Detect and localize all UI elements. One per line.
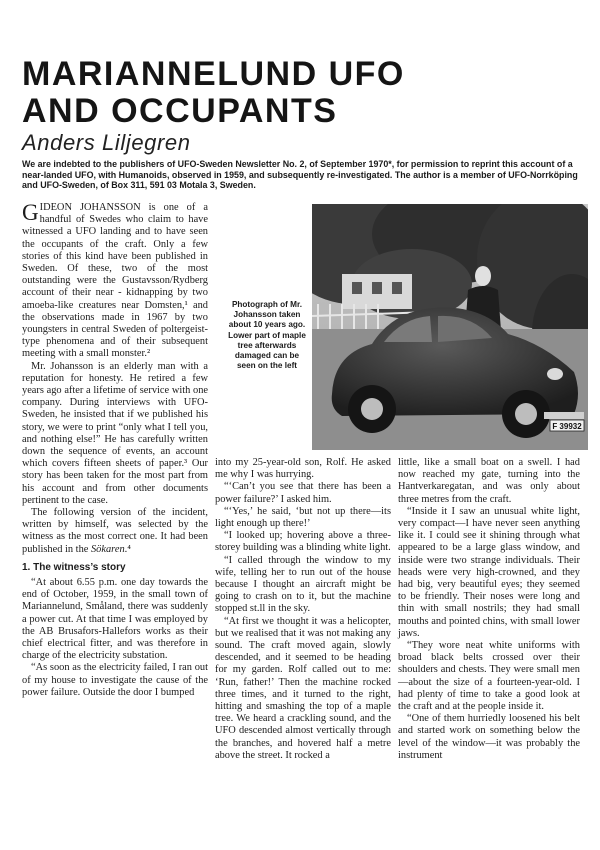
body-paragraph: little, like a small boat on a swell. I had now reached my gate, turning into the Hantverkaregatan, and was only about three metres from the craft. (398, 457, 580, 505)
body-paragraph: Mr. Johansson is an elderly man with a reputation for honesty. He retired a few years ago after a lifetime of service with one company. During interviews with UFO-Sweden, he insisted that if we published his story, we were to print “only what I tell you, and nothing else!” He has carefully written down the sequence of events, an account which covers fifteen sheets of paper.³ Our story has been taken for the most part from his account and from other documents pertinent to the case. (22, 360, 208, 506)
body-paragraph: “One of them hurriedly loosened his belt and started work on something below the level of the window—it was probably the instrument (398, 713, 580, 761)
license-plate-text: F 39932 (552, 422, 582, 431)
body-paragraph: “‘Yes,’ he said, ‘but not up there—its light enough up there!’ (215, 505, 391, 530)
paragraph-text: IDEON JOHANSSON is one of a handful of Swedes who claim to have witnessed a UFO landing and to have seen the occupants of the craft. Only a few stories of this kind have been published in Sweden. Of these, two of the most outstanding were the Gustavsson/Rydberg account of their near - kidnapping by two amoeba-like creatures near Domsten,¹ and the observations made in 1967 by two youngsters in central Sweden of poltergeist-type phenomena and of their subsequent meeting with a small monster.² (22, 202, 208, 360)
source-title: Sökaren (90, 543, 125, 555)
body-paragraph: “I called through the window to my wife, telling her to run out of the house because I thought an aircraft might be going to crash on to it, but the machine stopped st.ll in the sky. (215, 554, 391, 615)
body-paragraph: “As soon as the electricity failed, I ran out of my house to investigate the cause of the power failure. Outside the door I bumped (22, 662, 208, 698)
body-paragraph: “I looked up; hovering above a three-storey building was a blinding white light. (215, 530, 391, 554)
column-1 (22, 202, 208, 699)
paragraph-text: The following version of the incident, written by himself, was selected by the witness as the most correct one. It had been published in the (22, 507, 208, 555)
body-paragraph: “At first we thought it was a helicopter, but we realised that it was not making any sound. The craft moved again, slowly descended, and it seemed to be heading for my garden. Rolf called out to me: ‘Run, father!’ Then the machine rocked three times, and it turned to the right, hitting and smashing the top of a maple tree. We heard a crackling sound, and the UFO descended almost vertically through the branches, and hovered half a metre above the street. It rocked a (215, 615, 391, 761)
photo-caption: Photograph of Mr. Johansson taken about 10 years ago. Lower part of maple tree afterwards damaged can be seen on the left (228, 300, 306, 371)
title-line-1: MARIANNELUND UFO (22, 55, 405, 93)
article-author: Anders Liljegren (22, 130, 191, 155)
paragraph-text: .⁴ (124, 543, 131, 555)
article-title (22, 56, 582, 130)
intro-paragraph: We are indebted to the publishers of UFO-Sweden Newsletter No. 2, of September 1970*, for permission to reprint this account of a near-landed UFO, with Humanoids, observed in 1959, and subsequently re-investigated. The author is a member of UFO-Norrköping and UFO-Sweden, of Box 311, 591 03 Motala 3, Sweden. (22, 159, 578, 191)
body-paragraph (22, 507, 208, 556)
column-2 (215, 457, 391, 762)
house (342, 274, 412, 309)
body-paragraph: into my 25-year-old son, Rolf. He asked me why I was hurrying. (215, 457, 391, 481)
column-3 (398, 457, 580, 762)
section-heading: 1. The witness’s story (22, 561, 126, 573)
title-line-2: AND OCCUPANTS (22, 92, 338, 130)
photo-illustration (312, 204, 588, 450)
body-paragraph (22, 202, 208, 361)
drop-cap: G (22, 200, 39, 225)
body-paragraph: “They wore neat white uniforms with broad black belts crossed over their shoulders and chests. They were small men—about the size of a fourteen-year-old. I had plenty of time to take a good look at the craft and at the people inside it. (398, 640, 580, 713)
body-paragraph: “‘Can’t you see that there has been a power failure?’ I asked him. (215, 481, 391, 505)
body-paragraph: “At about 6.55 p.m. one day towards the end of October, 1959, in the small town of Mariannelund, Småland, there was suddenly a power cut. At that time I was employed by the AB Brusafors-Hallefors works as their chief electrical fitter, and was therefore in charge of the electricity substation. (22, 576, 208, 662)
body-paragraph: “Inside it I saw an unusual white light, very compact—I have never seen anything like it. I could see it shining through what appeared to be a large glass window, and inside were two strange individuals. Their heads were very high-crowned, and they had big, very beautiful eyes; they seemed to be friendly. Their noses were long and thin with small nostrils; they had small mouths and pointed chins, with small lower jaws. (398, 505, 580, 639)
photograph-man-with-car (312, 204, 588, 450)
